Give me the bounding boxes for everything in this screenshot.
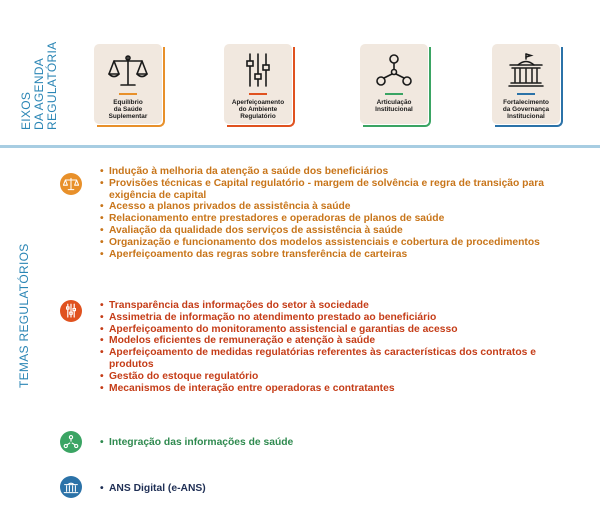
axis-card-aperfeicoamento xyxy=(224,44,292,124)
scales-icon xyxy=(108,52,148,90)
institution-icon xyxy=(506,52,546,90)
card-underline xyxy=(249,93,267,95)
topic-list-fortalecimento xyxy=(100,483,580,495)
axis-caption xyxy=(226,99,290,120)
list-item: • Organização e funcionamento dos modelos assistenciais e cobertura de procedimentos xyxy=(100,237,588,249)
list-item: • Integração das informações de saúde xyxy=(100,437,580,449)
caption-line: Fortalecimento xyxy=(503,99,549,106)
axis-card-articulacao xyxy=(360,44,428,124)
group-icon-equilibrio xyxy=(60,173,82,195)
scales-icon xyxy=(63,176,79,192)
topic-list-equilibrio xyxy=(100,166,588,260)
axis-card-fortalecimento xyxy=(492,44,560,124)
caption-line: Articulação xyxy=(376,99,412,106)
axis-caption xyxy=(494,99,558,120)
card-underline xyxy=(119,93,137,95)
list-item: • Avaliação da qualidade dos serviços de assistência à saúde xyxy=(100,225,588,237)
sliders-icon xyxy=(63,303,79,319)
list-item: • Transparência das informações do setor à sociedade xyxy=(100,300,540,312)
caption-line: Equilíbrio xyxy=(113,99,143,106)
list-item: • Assimetria de informação no atendimento prestado ao beneficiário xyxy=(100,312,540,324)
caption-line: Regulatório xyxy=(240,113,276,120)
list-item: • Gestão do estoque regulatório xyxy=(100,371,540,383)
topic-list-aperfeicoamento xyxy=(100,300,540,394)
group-icon-articulacao xyxy=(60,431,82,453)
caption-line: da Governança xyxy=(502,106,550,113)
sliders-icon xyxy=(238,52,278,90)
card-underline xyxy=(517,93,535,95)
list-item: • Mecanismos de interação entre operadoras e contratantes xyxy=(100,383,540,395)
temas-label-text: TEMAS REGULATÓRIOS xyxy=(17,243,31,388)
group-icon-aperfeicoamento xyxy=(60,300,82,322)
temas-label xyxy=(18,243,31,388)
group-icon-fortalecimento xyxy=(60,476,82,498)
list-item: • Aperfeiçoamento do monitoramento assistencial e garantias de acesso xyxy=(100,324,540,336)
caption-line: do Ambiente xyxy=(238,106,278,113)
list-item: • Modelos eficientes de remuneração e atenção à saúde xyxy=(100,335,540,347)
list-item: • Acesso a planos privados de assistência à saúde xyxy=(100,201,588,213)
list-item: • Indução à melhoria da atenção a saúde dos beneficiários xyxy=(100,166,588,178)
caption-line: da Saúde xyxy=(113,106,143,113)
eixos-label xyxy=(20,42,59,130)
eixos-label-line: REGULATÓRIA xyxy=(45,41,59,130)
axis-card-equilibrio xyxy=(94,44,162,124)
list-item: • Aperfeiçoamento de medidas regulatórias referentes às características dos contratos e produtos xyxy=(100,347,540,371)
caption-line: Institucional xyxy=(507,113,545,120)
axis-caption xyxy=(96,99,160,120)
institution-icon xyxy=(63,479,79,495)
list-item: • Aperfeiçoamento das regras sobre transferência de carteiras xyxy=(100,249,588,261)
eixos-label-line: EIXOS xyxy=(19,91,33,130)
axis-caption xyxy=(362,99,426,113)
section-divider xyxy=(0,145,600,148)
topic-list-articulacao xyxy=(100,437,580,449)
card-underline xyxy=(385,93,403,95)
list-item: • ANS Digital (e-ANS) xyxy=(100,483,580,495)
list-item: • Relacionamento entre prestadores e operadoras de planos de saúde xyxy=(100,213,588,225)
list-item: • Provisões técnicas e Capital regulatório - margem de solvência e regra de transição para exigência de capital xyxy=(100,178,588,202)
eixos-label-line: DA AGENDA xyxy=(32,57,46,130)
network-icon xyxy=(63,434,79,450)
caption-line: Institucional xyxy=(375,106,413,113)
caption-line: Suplementar xyxy=(108,113,148,120)
network-icon xyxy=(374,52,414,90)
caption-line: Aperfeiçoamento xyxy=(231,99,285,106)
